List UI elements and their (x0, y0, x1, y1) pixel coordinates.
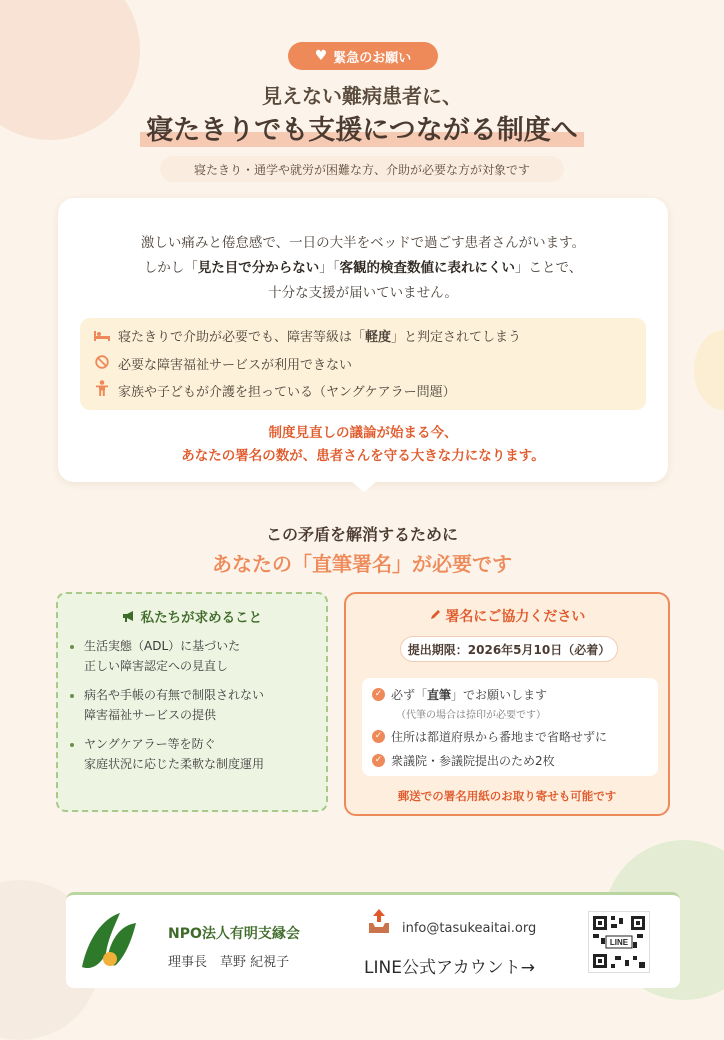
list-item-line: 正しい障害認定への見直し (84, 659, 229, 673)
mail-upload-icon (368, 909, 390, 933)
email-link[interactable]: info@tasukeaitai.org (402, 921, 537, 936)
heart-icon: ♥ (314, 48, 328, 64)
intro-text-part: 」「 (319, 260, 340, 276)
requirement-item (372, 686, 547, 703)
intro-text-part: 」ことで、 (515, 260, 583, 276)
list-item-line: 生活実態（ADL）に基づいた (84, 639, 241, 653)
problem-highlight: 軽度 (365, 330, 392, 345)
list-item-line: 障害福祉サービスの提供 (84, 708, 217, 722)
requirement-note: （代筆の場合は捺印が必要です） (396, 710, 546, 721)
signature-heading (346, 606, 668, 626)
requirement-highlight: 直筆 (427, 688, 452, 702)
child-icon (94, 380, 110, 400)
target-pill (160, 156, 564, 182)
problem-text (118, 326, 521, 345)
target-text: 寝たきり・通学や就労が困難な方、介助が必要な方が対象です (193, 162, 530, 177)
demands-heading (58, 606, 326, 626)
problem-item (94, 354, 352, 373)
appeal-line: あなたの署名の数が、患者さんを守る大きな力になります。 (181, 448, 545, 464)
list-item-line: 家庭状況に応じた柔軟な制度運用 (84, 757, 265, 771)
signature-box (344, 592, 670, 816)
problem-text: 必要な障害福祉サービスが利用できない (118, 358, 353, 373)
lead-line-2: あなたの「直筆署名」が必要です (212, 552, 512, 576)
list-item (84, 734, 324, 774)
requirement-text-part: 」でお願いします (451, 688, 548, 702)
problem-text-part: 」と判定されてしまう (391, 330, 522, 345)
demands-list (68, 636, 324, 783)
appeal-text (58, 422, 668, 468)
requirement-item (372, 752, 555, 769)
problem-text-part: 寝たきりで介助が必要でも、障害等級は「 (118, 330, 366, 345)
problem-item (94, 326, 521, 345)
line-qr-code[interactable] (588, 911, 650, 973)
footer (66, 892, 680, 988)
representative: 理事長 草野 紀視子 (168, 955, 290, 970)
qr-label: LINE (609, 938, 629, 947)
list-item (84, 636, 324, 676)
bed-icon (94, 327, 110, 345)
intro-text (58, 231, 668, 306)
demands-title: 私たちが求めること (140, 610, 263, 626)
megaphone-icon (122, 610, 141, 626)
requirements-list (362, 678, 658, 776)
list-item-line: 病名や手帳の有無で制限されない (84, 688, 265, 702)
org-name: NPO法人有明支縁会 (168, 926, 300, 942)
deadline-pill (400, 636, 618, 662)
requirement-text-part: 必ず「 (391, 688, 428, 702)
intro-card (58, 198, 668, 482)
decor-circle (694, 330, 724, 410)
title-wrap (0, 108, 724, 147)
requirement-text: 住所は都道府県から番地まで省略せずに (391, 730, 608, 744)
demands-box (56, 592, 328, 812)
subtitle: 見えない難病患者に、 (262, 84, 462, 108)
pen-icon (429, 609, 446, 625)
intro-line: 十分な支援が届いていません。 (268, 285, 458, 301)
requirement-text (391, 686, 547, 703)
mail-note: 郵送での署名用紙のお取り寄せも可能です (397, 789, 617, 803)
requirement-item (372, 728, 607, 745)
list-item (84, 685, 324, 725)
prohibited-icon (94, 355, 110, 373)
problem-list (80, 318, 646, 410)
line-account-label: LINE公式アカウント→ (364, 958, 536, 978)
intro-line (58, 256, 668, 281)
check-icon: ✓ (372, 688, 385, 701)
urgent-badge (288, 42, 438, 70)
check-icon: ✓ (372, 730, 385, 743)
deadline-text: 提出期限：2026年5月10日（必着） (407, 642, 611, 657)
check-icon: ✓ (372, 754, 385, 767)
signature-title: 署名にご協力ください (445, 609, 586, 625)
org-logo (78, 909, 140, 977)
problem-item (94, 380, 456, 400)
intro-text-part: しかし「 (143, 260, 198, 276)
problem-text: 家族や子どもが介護を担っている（ヤングケアラー問題） (118, 384, 456, 400)
lead-line-1: この矛盾を解消するために (265, 525, 458, 544)
intro-line: 激しい痛みと倦怠感で、一日の大半をベッドで過ごす患者さんがいます。 (140, 235, 586, 251)
intro-highlight: 客観的検査数値に表れにくい (339, 260, 515, 276)
badge-text: 緊急のお願い (333, 50, 412, 66)
list-item-line: ヤングケアラー等を防ぐ (84, 737, 216, 751)
intro-highlight: 見た目で分からない (197, 260, 320, 276)
requirement-text: 衆議院・参議院提出のため2枚 (391, 754, 555, 768)
appeal-line: 制度見直しの議論が始まる今、 (268, 425, 458, 441)
page-title: 寝たきりでも支援につながる制度へ (140, 108, 583, 147)
